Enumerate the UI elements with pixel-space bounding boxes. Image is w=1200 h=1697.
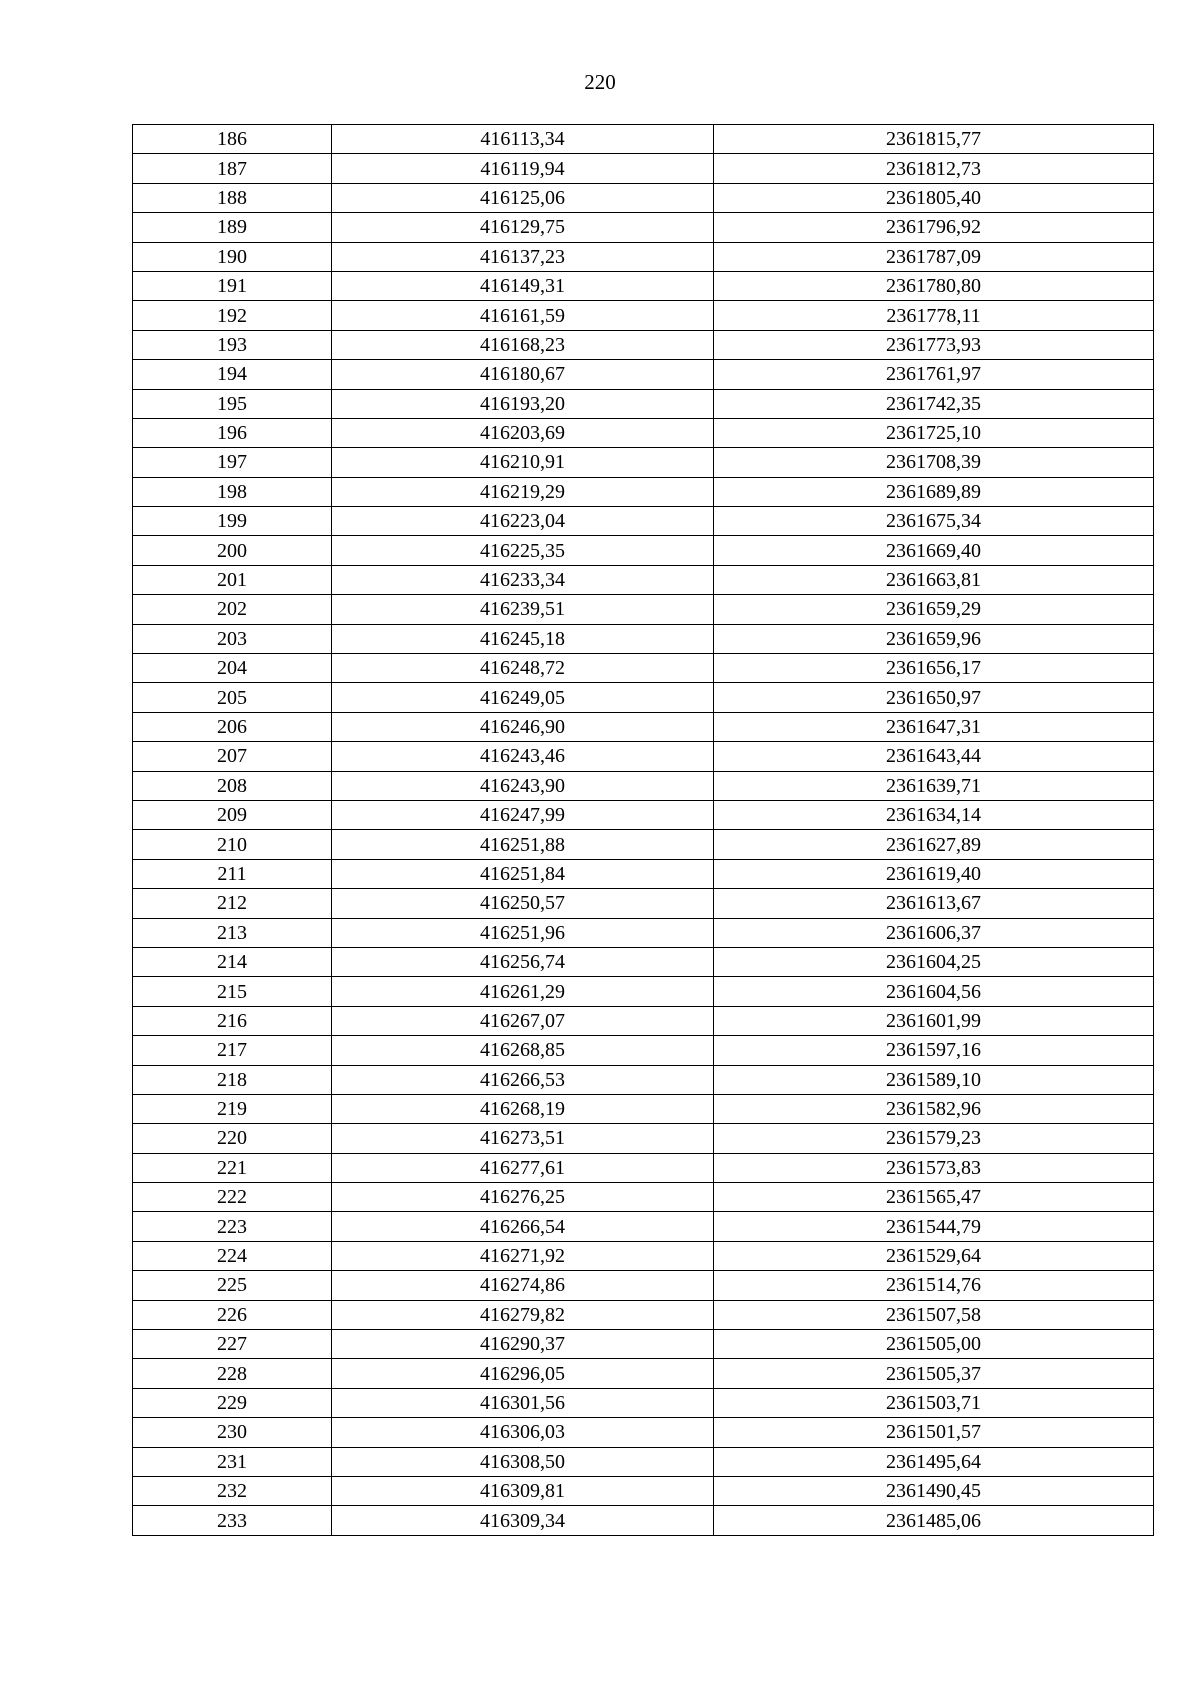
table-row — [133, 800, 1154, 829]
x-coordinate-cell: 416251,96 — [332, 918, 714, 947]
point-number-cell: 202 — [133, 595, 332, 624]
point-number-cell: 222 — [133, 1183, 332, 1212]
y-coordinate-cell: 2361815,77 — [714, 125, 1154, 154]
point-number-cell: 208 — [133, 771, 332, 800]
table-row — [133, 830, 1154, 859]
table-row — [133, 683, 1154, 712]
x-coordinate-cell: 416276,25 — [332, 1183, 714, 1212]
x-coordinate-cell: 416233,34 — [332, 565, 714, 594]
x-coordinate-cell: 416245,18 — [332, 624, 714, 653]
point-number-cell: 192 — [133, 301, 332, 330]
table-row — [133, 1212, 1154, 1241]
table-row — [133, 1330, 1154, 1359]
point-number-cell: 186 — [133, 125, 332, 154]
table-row — [133, 1476, 1154, 1505]
x-coordinate-cell: 416309,34 — [332, 1506, 714, 1535]
x-coordinate-cell: 416119,94 — [332, 154, 714, 183]
page-number: 220 — [584, 70, 616, 94]
x-coordinate-cell: 416290,37 — [332, 1330, 714, 1359]
table-row — [133, 301, 1154, 330]
table-row — [133, 712, 1154, 741]
y-coordinate-cell: 2361507,58 — [714, 1300, 1154, 1329]
x-coordinate-cell: 416268,19 — [332, 1094, 714, 1123]
point-number-cell: 193 — [133, 330, 332, 359]
table-row — [133, 360, 1154, 389]
x-coordinate-cell: 416246,90 — [332, 712, 714, 741]
x-coordinate-cell: 416296,05 — [332, 1359, 714, 1388]
x-coordinate-cell: 416301,56 — [332, 1388, 714, 1417]
x-coordinate-cell: 416129,75 — [332, 213, 714, 242]
x-coordinate-cell: 416266,54 — [332, 1212, 714, 1241]
y-coordinate-cell: 2361505,00 — [714, 1330, 1154, 1359]
point-number-cell: 210 — [133, 830, 332, 859]
x-coordinate-cell: 416225,35 — [332, 536, 714, 565]
point-number-cell: 230 — [133, 1418, 332, 1447]
table-row — [133, 536, 1154, 565]
table-row — [133, 595, 1154, 624]
point-number-cell: 199 — [133, 507, 332, 536]
point-number-cell: 228 — [133, 1359, 332, 1388]
y-coordinate-cell: 2361805,40 — [714, 183, 1154, 212]
y-coordinate-cell: 2361495,64 — [714, 1447, 1154, 1476]
x-coordinate-cell: 416306,03 — [332, 1418, 714, 1447]
point-number-cell: 196 — [133, 418, 332, 447]
point-number-cell: 187 — [133, 154, 332, 183]
y-coordinate-cell: 2361669,40 — [714, 536, 1154, 565]
table-row — [133, 1271, 1154, 1300]
y-coordinate-cell: 2361589,10 — [714, 1065, 1154, 1094]
point-number-cell: 231 — [133, 1447, 332, 1476]
y-coordinate-cell: 2361490,45 — [714, 1476, 1154, 1505]
y-coordinate-cell: 2361796,92 — [714, 213, 1154, 242]
table-row — [133, 1006, 1154, 1035]
table-row — [133, 154, 1154, 183]
x-coordinate-cell: 416210,91 — [332, 448, 714, 477]
y-coordinate-cell: 2361604,56 — [714, 977, 1154, 1006]
x-coordinate-cell: 416125,06 — [332, 183, 714, 212]
x-coordinate-cell: 416168,23 — [332, 330, 714, 359]
point-number-cell: 220 — [133, 1124, 332, 1153]
point-number-cell: 212 — [133, 889, 332, 918]
point-number-cell: 188 — [133, 183, 332, 212]
y-coordinate-cell: 2361485,06 — [714, 1506, 1154, 1535]
point-number-cell: 219 — [133, 1094, 332, 1123]
point-number-cell: 232 — [133, 1476, 332, 1505]
table-row — [133, 242, 1154, 271]
x-coordinate-cell: 416268,85 — [332, 1036, 714, 1065]
table-row — [133, 183, 1154, 212]
y-coordinate-cell: 2361565,47 — [714, 1183, 1154, 1212]
point-number-cell: 221 — [133, 1153, 332, 1182]
point-number-cell: 205 — [133, 683, 332, 712]
point-number-cell: 197 — [133, 448, 332, 477]
point-number-cell: 215 — [133, 977, 332, 1006]
x-coordinate-cell: 416219,29 — [332, 477, 714, 506]
x-coordinate-cell: 416249,05 — [332, 683, 714, 712]
table-row — [133, 125, 1154, 154]
point-number-cell: 204 — [133, 654, 332, 683]
table-row — [133, 1506, 1154, 1535]
point-number-cell: 206 — [133, 712, 332, 741]
x-coordinate-cell: 416273,51 — [332, 1124, 714, 1153]
x-coordinate-cell: 416223,04 — [332, 507, 714, 536]
point-number-cell: 209 — [133, 800, 332, 829]
table-row — [133, 213, 1154, 242]
table-row — [133, 1065, 1154, 1094]
y-coordinate-cell: 2361613,67 — [714, 889, 1154, 918]
y-coordinate-cell: 2361761,97 — [714, 360, 1154, 389]
table-row — [133, 624, 1154, 653]
table-row — [133, 1183, 1154, 1212]
table-row — [133, 1036, 1154, 1065]
table-row — [133, 947, 1154, 976]
table-row — [133, 1124, 1154, 1153]
point-number-cell: 214 — [133, 947, 332, 976]
table-row — [133, 507, 1154, 536]
x-coordinate-cell: 416267,07 — [332, 1006, 714, 1035]
point-number-cell: 218 — [133, 1065, 332, 1094]
table-row — [133, 1447, 1154, 1476]
table-row — [133, 918, 1154, 947]
table-row — [133, 1300, 1154, 1329]
y-coordinate-cell: 2361606,37 — [714, 918, 1154, 947]
y-coordinate-cell: 2361573,83 — [714, 1153, 1154, 1182]
y-coordinate-cell: 2361725,10 — [714, 418, 1154, 447]
y-coordinate-cell: 2361778,11 — [714, 301, 1154, 330]
y-coordinate-cell: 2361659,96 — [714, 624, 1154, 653]
y-coordinate-cell: 2361529,64 — [714, 1241, 1154, 1270]
point-number-cell: 200 — [133, 536, 332, 565]
x-coordinate-cell: 416113,34 — [332, 125, 714, 154]
point-number-cell: 201 — [133, 565, 332, 594]
x-coordinate-cell: 416279,82 — [332, 1300, 714, 1329]
y-coordinate-cell: 2361647,31 — [714, 712, 1154, 741]
point-number-cell: 207 — [133, 742, 332, 771]
y-coordinate-cell: 2361675,34 — [714, 507, 1154, 536]
x-coordinate-cell: 416180,67 — [332, 360, 714, 389]
x-coordinate-cell: 416239,51 — [332, 595, 714, 624]
point-number-cell: 229 — [133, 1388, 332, 1417]
point-number-cell: 190 — [133, 242, 332, 271]
x-coordinate-cell: 416256,74 — [332, 947, 714, 976]
x-coordinate-cell: 416277,61 — [332, 1153, 714, 1182]
table-row — [133, 1388, 1154, 1417]
point-number-cell: 216 — [133, 1006, 332, 1035]
table-row — [133, 1094, 1154, 1123]
y-coordinate-cell: 2361634,14 — [714, 800, 1154, 829]
y-coordinate-cell: 2361619,40 — [714, 859, 1154, 888]
y-coordinate-cell: 2361787,09 — [714, 242, 1154, 271]
x-coordinate-cell: 416309,81 — [332, 1476, 714, 1505]
y-coordinate-cell: 2361812,73 — [714, 154, 1154, 183]
x-coordinate-cell: 416248,72 — [332, 654, 714, 683]
x-coordinate-cell: 416308,50 — [332, 1447, 714, 1476]
x-coordinate-cell: 416266,53 — [332, 1065, 714, 1094]
y-coordinate-cell: 2361650,97 — [714, 683, 1154, 712]
table-row — [133, 654, 1154, 683]
table-row — [133, 977, 1154, 1006]
point-number-cell: 203 — [133, 624, 332, 653]
x-coordinate-cell: 416243,46 — [332, 742, 714, 771]
point-number-cell: 226 — [133, 1300, 332, 1329]
coordinates-table-body — [133, 125, 1154, 1536]
point-number-cell: 211 — [133, 859, 332, 888]
y-coordinate-cell: 2361663,81 — [714, 565, 1154, 594]
table-row — [133, 418, 1154, 447]
y-coordinate-cell: 2361505,37 — [714, 1359, 1154, 1388]
y-coordinate-cell: 2361659,29 — [714, 595, 1154, 624]
coordinates-table — [132, 124, 1154, 1536]
point-number-cell: 198 — [133, 477, 332, 506]
point-number-cell: 224 — [133, 1241, 332, 1270]
point-number-cell: 233 — [133, 1506, 332, 1535]
x-coordinate-cell: 416243,90 — [332, 771, 714, 800]
y-coordinate-cell: 2361689,89 — [714, 477, 1154, 506]
x-coordinate-cell: 416161,59 — [332, 301, 714, 330]
table-row — [133, 742, 1154, 771]
y-coordinate-cell: 2361514,76 — [714, 1271, 1154, 1300]
table-row — [133, 1241, 1154, 1270]
x-coordinate-cell: 416274,86 — [332, 1271, 714, 1300]
x-coordinate-cell: 416250,57 — [332, 889, 714, 918]
point-number-cell: 213 — [133, 918, 332, 947]
y-coordinate-cell: 2361627,89 — [714, 830, 1154, 859]
table-row — [133, 1359, 1154, 1388]
point-number-cell: 189 — [133, 213, 332, 242]
y-coordinate-cell: 2361604,25 — [714, 947, 1154, 976]
y-coordinate-cell: 2361780,80 — [714, 271, 1154, 300]
table-row — [133, 271, 1154, 300]
x-coordinate-cell: 416137,23 — [332, 242, 714, 271]
point-number-cell: 227 — [133, 1330, 332, 1359]
x-coordinate-cell: 416261,29 — [332, 977, 714, 1006]
y-coordinate-cell: 2361579,23 — [714, 1124, 1154, 1153]
table-row — [133, 389, 1154, 418]
table-row — [133, 330, 1154, 359]
y-coordinate-cell: 2361544,79 — [714, 1212, 1154, 1241]
point-number-cell: 195 — [133, 389, 332, 418]
y-coordinate-cell: 2361656,17 — [714, 654, 1154, 683]
x-coordinate-cell: 416203,69 — [332, 418, 714, 447]
y-coordinate-cell: 2361503,71 — [714, 1388, 1154, 1417]
x-coordinate-cell: 416251,88 — [332, 830, 714, 859]
point-number-cell: 191 — [133, 271, 332, 300]
y-coordinate-cell: 2361708,39 — [714, 448, 1154, 477]
table-row — [133, 477, 1154, 506]
table-row — [133, 1153, 1154, 1182]
table-row — [133, 448, 1154, 477]
y-coordinate-cell: 2361501,57 — [714, 1418, 1154, 1447]
table-row — [133, 565, 1154, 594]
x-coordinate-cell: 416271,92 — [332, 1241, 714, 1270]
point-number-cell: 223 — [133, 1212, 332, 1241]
y-coordinate-cell: 2361639,71 — [714, 771, 1154, 800]
y-coordinate-cell: 2361582,96 — [714, 1094, 1154, 1123]
table-row — [133, 771, 1154, 800]
y-coordinate-cell: 2361773,93 — [714, 330, 1154, 359]
y-coordinate-cell: 2361597,16 — [714, 1036, 1154, 1065]
table-row — [133, 859, 1154, 888]
y-coordinate-cell: 2361742,35 — [714, 389, 1154, 418]
y-coordinate-cell: 2361643,44 — [714, 742, 1154, 771]
point-number-cell: 217 — [133, 1036, 332, 1065]
point-number-cell: 225 — [133, 1271, 332, 1300]
point-number-cell: 194 — [133, 360, 332, 389]
table-row — [133, 1418, 1154, 1447]
table-row — [133, 889, 1154, 918]
y-coordinate-cell: 2361601,99 — [714, 1006, 1154, 1035]
x-coordinate-cell: 416247,99 — [332, 800, 714, 829]
x-coordinate-cell: 416149,31 — [332, 271, 714, 300]
x-coordinate-cell: 416193,20 — [332, 389, 714, 418]
x-coordinate-cell: 416251,84 — [332, 859, 714, 888]
